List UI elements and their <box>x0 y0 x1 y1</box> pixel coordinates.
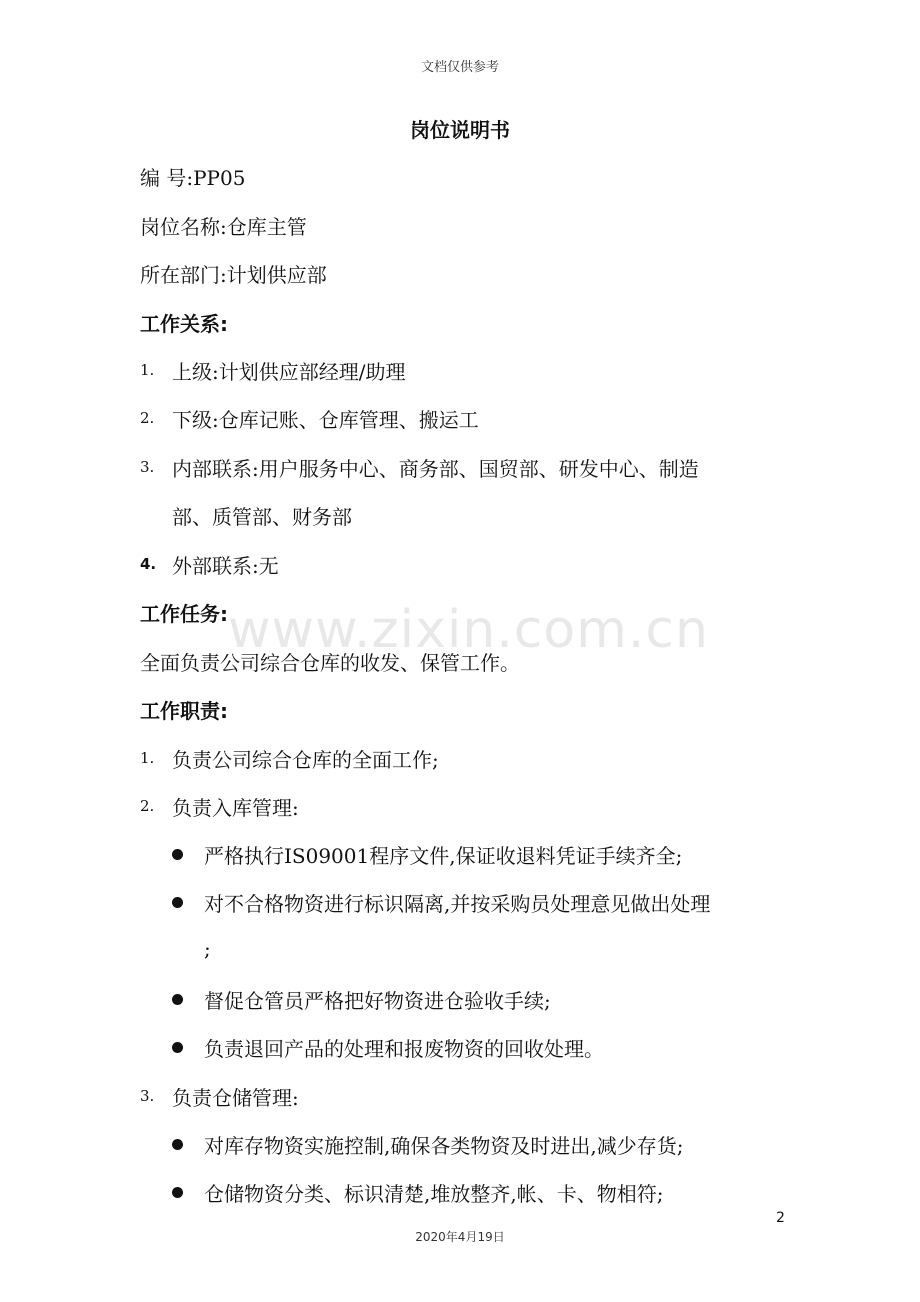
bullet-icon <box>172 994 183 1005</box>
bullet-icon <box>172 849 183 860</box>
bullet-icon <box>172 1187 183 1198</box>
bullet-text-continuation: ; <box>204 937 211 961</box>
list-item-continuation: 部、质管部、财务部 <box>172 505 352 529</box>
heading-duties: 工作职责: <box>140 699 228 723</box>
list-item: 负责公司综合仓库的全面工作; <box>172 748 439 772</box>
bullet-icon <box>172 897 183 908</box>
list-item: 内部联系:用户服务中心、商务部、国贸部、研发中心、制造 <box>172 457 699 481</box>
bullet-icon <box>172 1042 183 1053</box>
bullet-text: 督促仓管员严格把好物资进仓验收手续; <box>204 989 551 1013</box>
list-item: 上级:计划供应部经理/助理 <box>172 360 406 384</box>
bullet-icon <box>172 1139 183 1150</box>
bullet-text: 仓储物资分类、标识清楚,堆放整齐,帐、卡、物相符; <box>204 1182 664 1206</box>
heading-work-relations: 工作关系: <box>140 312 228 336</box>
field-department: 所在部门:计划供应部 <box>140 263 327 287</box>
heading-work-task: 工作任务: <box>140 602 228 626</box>
list-number: 3. <box>140 458 155 476</box>
field-position-name: 岗位名称:仓库主管 <box>140 215 307 239</box>
bullet-text: 负责退回产品的处理和报废物资的回收处理。 <box>204 1037 604 1061</box>
list-number: 2. <box>140 409 155 427</box>
list-number: 1. <box>140 361 155 379</box>
list-item: 负责入库管理: <box>172 796 299 820</box>
document-title: 岗位说明书 <box>410 118 510 142</box>
list-number: 2. <box>140 797 155 815</box>
bullet-text: 对库存物资实施控制,确保各类物资及时进出,减少存货; <box>204 1134 684 1158</box>
list-number: 4. <box>140 555 157 573</box>
list-item: 外部联系:无 <box>172 554 279 578</box>
page-number: 2 <box>776 1210 785 1226</box>
header-note: 文档仅供参考 <box>420 60 499 75</box>
list-number: 1. <box>140 749 155 767</box>
bullet-text: 对不合格物资进行标识隔离,并按采购员处理意见做出处理 <box>204 892 711 916</box>
watermark: www.zixin.com.cn <box>228 600 709 660</box>
list-item: 下级:仓库记账、仓库管理、搬运工 <box>172 408 479 432</box>
list-item: 负责仓储管理: <box>172 1086 299 1110</box>
bullet-text: 严格执行IS09001程序文件,保证收退料凭证手续齐全; <box>204 844 683 868</box>
list-number: 3. <box>140 1087 155 1105</box>
footer-date: 2020年4月19日 <box>415 1230 505 1244</box>
work-task-text: 全面负责公司综合仓库的收发、保管工作。 <box>140 651 520 675</box>
field-number: 编 号:PP05 <box>140 166 246 190</box>
